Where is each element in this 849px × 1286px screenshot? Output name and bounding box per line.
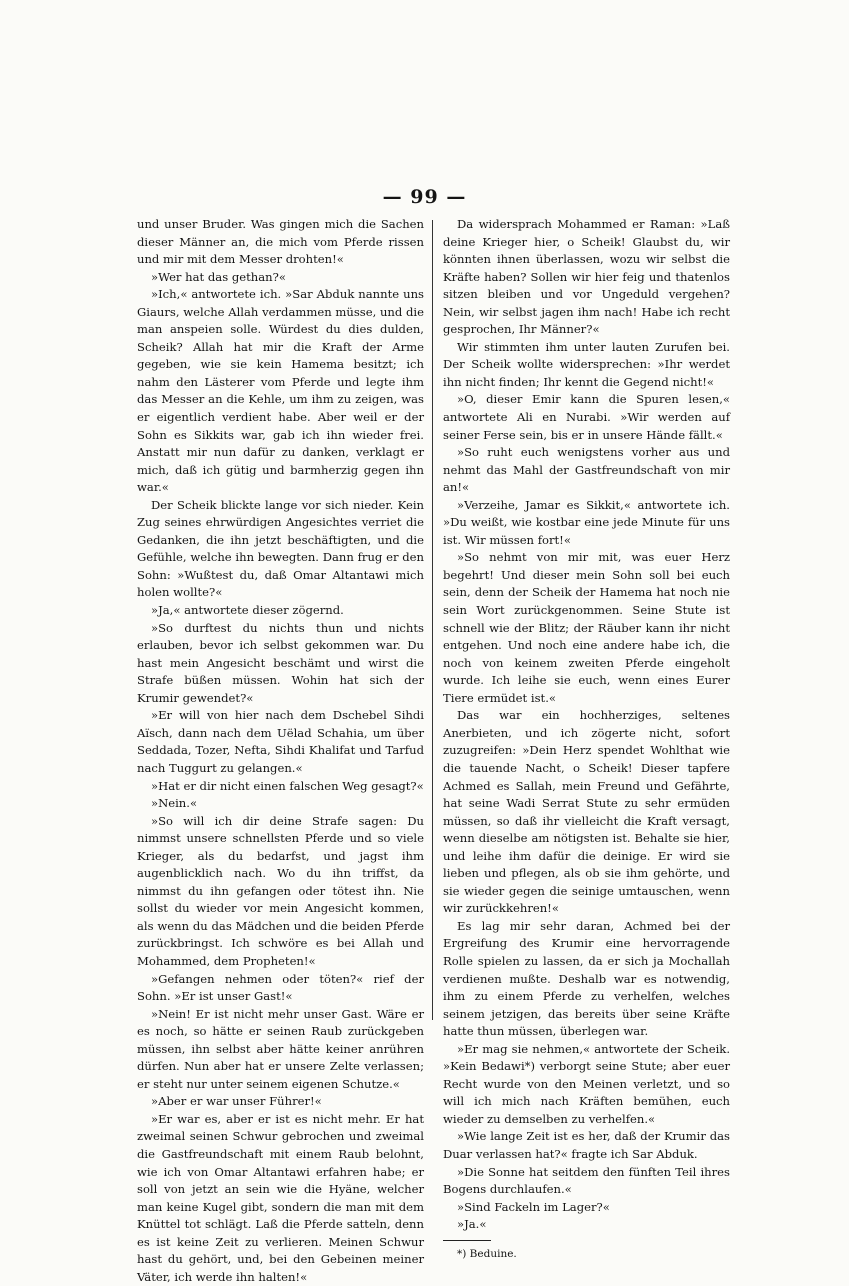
right-column [443,216,730,1262]
paragraph: »Aber er war unser Führer!« [151,1094,322,1109]
paragraph: »O, dieser Emir kann die Spuren lesen,« antwortete Ali en Nurabi. »Wir werden auf seiner Ferse sein, bis er in unsere Hände fällt.« [443,392,730,442]
left-column [137,216,424,1286]
paragraph: »Gefangen nehmen oder töten?« rief der Sohn. »Er ist unser Gast!« [137,971,424,1004]
paragraph: »So ruht euch wenigstens vorher aus und nehmt das Mahl der Gastfreundschaft von mir an!« [443,445,730,495]
paragraph: »Ja,« antwortete dieser zögernd. [151,603,344,618]
paragraph: »Er mag sie nehmen,« antwortete der Scheik. »Kein Bedawi*) verborgt seine Stute; aber euer Recht wurde von den Meinen verletzt, und so will ich mich nach Kräften bemühen, euch wieder zu demselben zu verhelfen.« [443,1041,730,1126]
paragraph: und unser Bruder. Was gingen mich die Sachen dieser Männer an, die mich vom Pferde rissen und mir mit dem Messer drohten!« [137,217,424,267]
paragraph: »Hat er dir nicht einen falschen Weg gesagt?« [151,778,424,793]
paragraph: »Nein! Er ist nicht mehr unser Gast. Wäre er es noch, so hätte er seinen Raub zurückgeben müssen, ihn selbst aber hätte keiner anrühren dürfen. Nun aber hat er unsere Zelte verlassen; er steht nur unter seinem eigenen Schutze.« [137,1006,424,1091]
paragraph: »Ich,« antwortete ich. »Sar Abduk nannte uns Giaurs, welche Allah verdammen müsse, und die man anspeien solle. Würdest du dies dulden, Scheik? Allah hat mir die Kraft der Arme gegeben, wie sie kein Hamema besitzt; ich nahm den Lästerer vom Pferde und legte ihm das Messer an die Kehle, um ihm zu zeigen, was er eigentlich verdient habe. Aber weil er der Sohn es Sikkits war, gab ich ihn wieder frei. Anstatt mir nun dafür zu danken, verklagt er mich, daß ich gütig und barmherzig gegen ihn war.« [137,287,424,495]
paragraph: »Nein.« [151,796,198,811]
paragraph: »So durftest du nichts thun und nichts erlauben, bevor ich selbst gekommen war. Du hast mein Angesicht beschämt und wirst die Strafe büßen müssen. Wohin hat sich der Krumir gewendet?« [137,620,424,705]
paragraph: »Er war es, aber er ist es nicht mehr. Er hat zweimal seinen Schwur gebrochen und zweimal die Gastfreundschaft mit einem Raub belohnt, wie ich von Omar Altantawi erfahren habe; er soll von jetzt an sein wie die Hyäne, welcher man keine Kugel gibt, sondern die man mit dem Knüttel tot schlägt. Laß die Pferde satteln, denn es ist keine Zeit zu verlieren. Meinen Schwur hast du gehört, und, bei den Gebeinen meiner Väter, ich werde ihn halten!« [137,1111,424,1284]
paragraph: »Er will von hier nach dem Dschebel Sihdi Aïsch, dann nach dem Uëlad Schahia, um über Seddada, Tozer, Nefta, Sihdi Khalifat und Tarfud nach Tuggurt zu gelangen.« [137,708,424,775]
paragraph: Der Scheik blickte lange vor sich nieder. Kein Zug seines ehrwürdigen Angesichtes verriet die Gedanken, die ihn jetzt beschäftigten, und die Gefühle, welche ihn bewegten. Dann frug er den Sohn: »Wußtest du, daß Omar Altantawi mich holen wollte?« [137,497,424,600]
paragraph: »So will ich dir deine Strafe sagen: Du nimmst unsere schnellsten Pferde und so viele Krieger, als du bedarfst, und jagst ihm augenblicklich nach. Wo du ihn triffst, da nimmst du ihn gefangen oder tötest ihn. Nie sollst du wieder vor mein Angesicht kommen, als wenn du das Mädchen und die beiden Pferde zurückbringst. Ich schwöre es bei Allah und Mohammed, dem Propheten!« [137,813,424,968]
paragraph: »Sind Fackeln im Lager?« [457,1199,610,1214]
footnote-rule [443,1240,491,1241]
paragraph: »Ja.« [457,1217,487,1232]
paragraph: Da widersprach Mohammed er Raman: »Laß deine Krieger hier, o Scheik! Glaubst du, wir könnten ihnen überlassen, wozu wir selbst die Kräfte haben? Sollen wir hier feig und thatenlos sitzen bleiben und vor Ungeduld vergehen? Nein, wir selbst jagen ihm nach! Habe ich recht gesprochen, Ihr Männer?« [443,217,730,337]
paragraph: »Verzeihe, Jamar es Sikkit,« antwortete ich. »Du weißt, wie kostbar eine jede Minute für uns ist. Wir müssen fort!« [443,497,730,547]
paragraph: Wir stimmten ihm unter lauten Zurufen bei. Der Scheik wollte widersprechen: »Ihr werdet ihn nicht finden; Ihr kennt die Gegend nicht!« [443,339,730,389]
footnote: *) Beduine. [457,1247,517,1260]
paragraph: Das war ein hochherziges, seltenes Anerbieten, und ich zögerte nicht, sofort zuzugreifen: »Dein Herz spendet Wohlthat wie die tauende Nacht, o Scheik! Dieser tapfere Achmed es Sallah, mein Freund und Gefährte, hat seine Wadi Serrat Stute zu sehr ermüden müssen, so daß ihr vielleicht die Kraft versagt, wenn dieselbe am nötigsten ist. Behalte sie hier, und leihe ihm dafür die deinige. Er wird sie lieben und pflegen, als ob sie ihm gehörte, und sie wieder gegen die seinige umtauschen, wenn wir zurückkehren!« [443,708,730,916]
paragraph: »So nehmt von mir mit, was euer Herz begehrt! Und dieser mein Sohn soll bei euch sein, denn der Scheik der Hamema hat noch nie sein Wort zurückgenommen. Seine Stute ist schnell wie der Blitz; der Räuber kann ihr nicht entgehen. Und noch eine andere habe ich, die noch von keinem zweiten Pferde eingeholt wurde. Ich leihe sie euch, wenn eines Eurer Tiere ermüdet ist.« [443,550,730,705]
paragraph: »Wie lange Zeit ist es her, daß der Krumir das Duar verlassen hat?« fragte ich Sar Abduk. [443,1129,730,1161]
page-number: — 99 — [382,186,467,208]
paragraph: Es lag mir sehr daran, Achmed bei der Ergreifung des Krumir eine hervorragende Rolle spielen zu lassen, da er sich ja Mochallah verdienen mußte. Deshalb war es notwendig, ihm zu einem Pferde zu verhelfen, welches seinem jetzigen, das bereits über seine Kräfte hatte thun müssen, überlegen war. [443,918,730,1039]
column-divider [432,220,433,1020]
paragraph: »Die Sonne hat seitdem den fünften Teil ihres Bogens durchlaufen.« [443,1164,730,1197]
paragraph: »Wer hat das gethan?« [151,269,286,284]
